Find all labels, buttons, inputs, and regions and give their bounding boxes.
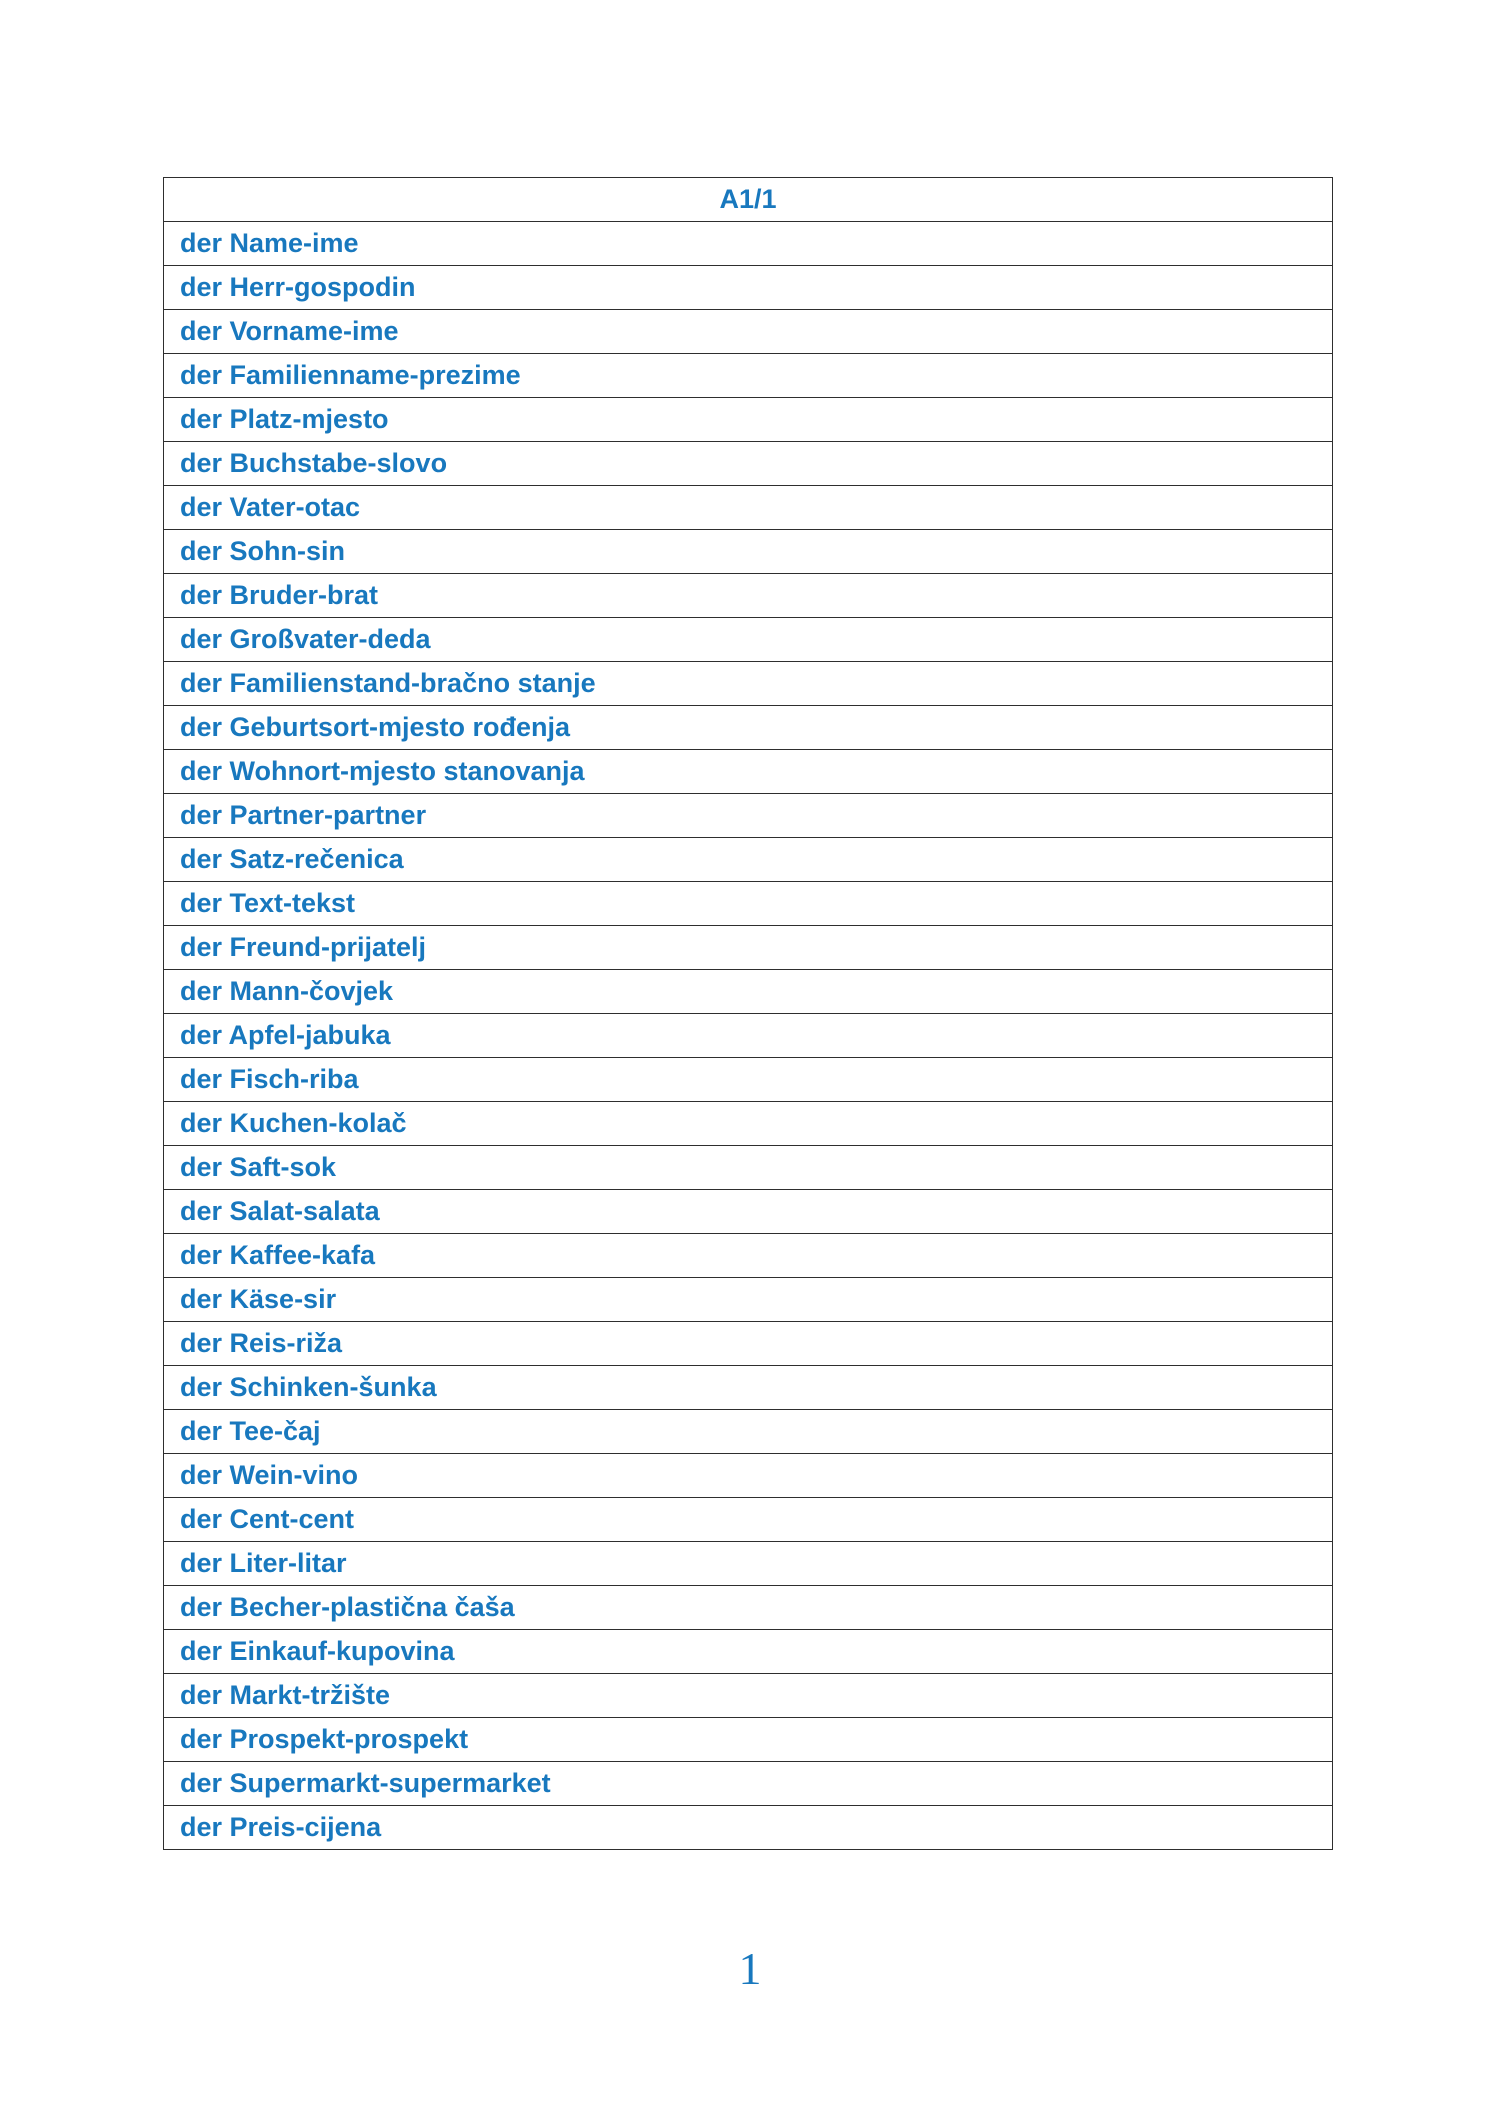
table-row — [164, 1146, 1333, 1190]
table-row — [164, 618, 1333, 662]
table-row — [164, 1806, 1333, 1850]
vocab-entry: der Salat-salata — [164, 1190, 1333, 1234]
vocab-table — [163, 177, 1333, 1850]
table-row — [164, 1674, 1333, 1718]
table-row — [164, 398, 1333, 442]
vocab-entry: der Prospekt-prospekt — [164, 1718, 1333, 1762]
vocab-entry: der Liter-litar — [164, 1542, 1333, 1586]
table-row — [164, 222, 1333, 266]
vocab-entry: der Vater-otac — [164, 486, 1333, 530]
table-row — [164, 1718, 1333, 1762]
table-row — [164, 662, 1333, 706]
vocab-entry: der Sohn-sin — [164, 530, 1333, 574]
table-row — [164, 1586, 1333, 1630]
vocab-entry: der Freund-prijatelj — [164, 926, 1333, 970]
vocab-entry: der Name-ime — [164, 222, 1333, 266]
table-row — [164, 1366, 1333, 1410]
table-row — [164, 1410, 1333, 1454]
table-row — [164, 1278, 1333, 1322]
vocab-entry: der Fisch-riba — [164, 1058, 1333, 1102]
table-row — [164, 1234, 1333, 1278]
vocab-entry: der Apfel-jabuka — [164, 1014, 1333, 1058]
table-row — [164, 838, 1333, 882]
table-row — [164, 574, 1333, 618]
vocab-entry: der Platz-mjesto — [164, 398, 1333, 442]
vocab-entry: der Saft-sok — [164, 1146, 1333, 1190]
table-row — [164, 1762, 1333, 1806]
table-row — [164, 1014, 1333, 1058]
vocab-entry: der Text-tekst — [164, 882, 1333, 926]
table-row — [164, 530, 1333, 574]
table-row — [164, 706, 1333, 750]
table-row — [164, 750, 1333, 794]
table-row — [164, 1454, 1333, 1498]
table-row — [164, 1058, 1333, 1102]
vocab-entry: der Bruder-brat — [164, 574, 1333, 618]
table-row — [164, 354, 1333, 398]
table-row — [164, 1542, 1333, 1586]
table-header: A1/1 — [164, 178, 1333, 222]
table-row — [164, 926, 1333, 970]
vocab-entry: der Käse-sir — [164, 1278, 1333, 1322]
table-row — [164, 310, 1333, 354]
vocab-entry: der Buchstabe-slovo — [164, 442, 1333, 486]
vocab-entry: der Einkauf-kupovina — [164, 1630, 1333, 1674]
vocab-entry: der Großvater-deda — [164, 618, 1333, 662]
vocab-entry: der Partner-partner — [164, 794, 1333, 838]
table-row — [164, 1190, 1333, 1234]
vocab-entry: der Herr-gospodin — [164, 266, 1333, 310]
table-row — [164, 442, 1333, 486]
table-row — [164, 1630, 1333, 1674]
vocab-entry: der Becher-plastična čaša — [164, 1586, 1333, 1630]
vocab-entry: der Vorname-ime — [164, 310, 1333, 354]
vocab-entry: der Satz-rečenica — [164, 838, 1333, 882]
vocab-entry: der Supermarkt-supermarket — [164, 1762, 1333, 1806]
table-row — [164, 266, 1333, 310]
vocab-entry: der Tee-čaj — [164, 1410, 1333, 1454]
table-row — [164, 970, 1333, 1014]
vocab-entry: der Familienstand-bračno stanje — [164, 662, 1333, 706]
vocab-entry: der Markt-tržište — [164, 1674, 1333, 1718]
vocab-entry: der Wohnort-mjesto stanovanja — [164, 750, 1333, 794]
page-number: 1 — [738, 1943, 762, 1994]
vocab-entry: der Familienname-prezime — [164, 354, 1333, 398]
table-row — [164, 1498, 1333, 1542]
table-header-row — [164, 178, 1333, 222]
vocab-entry: der Geburtsort-mjesto rođenja — [164, 706, 1333, 750]
vocab-entry: der Preis-cijena — [164, 1806, 1333, 1850]
vocab-entry: der Kaffee-kafa — [164, 1234, 1333, 1278]
table-row — [164, 1322, 1333, 1366]
vocab-entry: der Mann-čovjek — [164, 970, 1333, 1014]
table-row — [164, 794, 1333, 838]
vocab-entry: der Schinken-šunka — [164, 1366, 1333, 1410]
table-row — [164, 486, 1333, 530]
vocab-entry: der Kuchen-kolač — [164, 1102, 1333, 1146]
vocab-entry: der Wein-vino — [164, 1454, 1333, 1498]
table-row — [164, 882, 1333, 926]
vocab-entry: der Cent-cent — [164, 1498, 1333, 1542]
vocab-entry: der Reis-riža — [164, 1322, 1333, 1366]
table-row — [164, 1102, 1333, 1146]
